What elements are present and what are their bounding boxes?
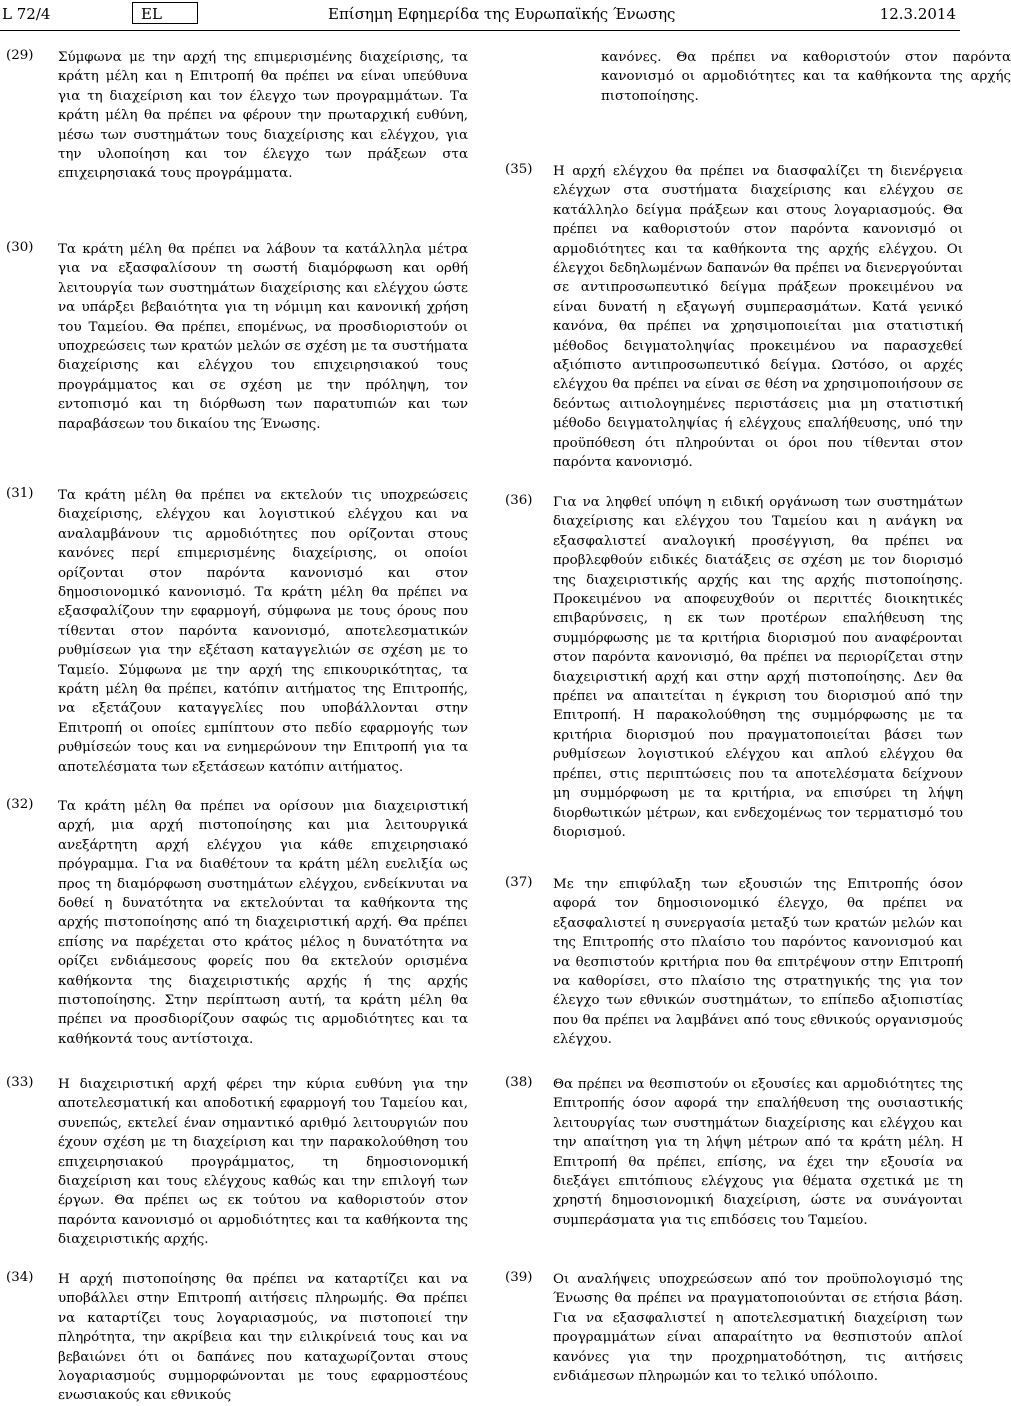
recital-34 [6, 1270, 468, 1406]
page-header [0, 0, 960, 34]
recital-text: Οι αναλήψεις υποχρεώσεων από τον προϋπολογισμό της Ένωσης θα πρέπει να πραγματοποιούνται σε ετήσια βάση. Για να εξασφαλιστεί η αποτελεσματική διαχείριση των προγραμμάτων είναι απαραίτητο να θεσπιστούν απλοί κανόνες για την προχρηματοδότηση, τις αιτήσεις ενδιάμεσων πληρωμών και το τελικό υπόλοιπο. [553, 1272, 963, 1385]
recital-37 [505, 875, 963, 1050]
recital-text: Σύμφωνα με την αρχή της επιμερισμένης διαχείρισης, τα κράτη μέλη και η Επιτροπή θα πρέπει να είναι υπεύθυνα για τη διαχείριση και τον έλεγχο των προγραμμάτων. Τα κράτη μέλη θα πρέπει να φέρουν την πρωταρχική ευθύνη, μέσω των συστημάτων τους διαχείρισης και ελέγχου, για την υλοποίηση και τον έλεγχο των πράξεων στα επιχειρησιακά τους προγράμματα. [58, 50, 468, 182]
recital-text: Η αρχή πιστοποίησης θα πρέπει να καταρτίζει και να υποβάλλει στην Επιτροπή αιτήσεις πληρωμής. Θα πρέπει να καταρτίζει τους λογαριασμούς, να πιστοποιεί την πληρότητα, την ακρίβεια και την ειλικρίνειά τους και να βεβαιώνει ότι οι δαπάνες που καταχωρίζονται στους λογαριασμούς συμμορφώνονται με τους εφαρμοστέους ενωσιακούς και εθνικούς [58, 1272, 468, 1404]
recital-number: (35) [505, 162, 533, 177]
recital-number: (37) [505, 875, 533, 890]
recital-number: (29) [6, 48, 34, 63]
recital-number: (33) [6, 1075, 34, 1090]
recital-continuation [553, 48, 1011, 106]
page-reference: L 72/4 [2, 5, 51, 23]
language-code-box: EL [132, 2, 198, 24]
recital-text: Η διαχειριστική αρχή φέρει την κύρια ευθύνη για την αποτελεσματική και αποδοτική εφαρμογή του Ταμείου και, συνεπώς, εκτελεί έναν σημαντικό αριθμό λειτουργιών που έχουν σχέση με τη διαχείριση και την παρακολούθηση του επιχειρησιακού προγράμματος, τη δημοσιονομική διαχείριση και τους ελέγχους καθώς και την επιλογή των έργων. Θα πρέπει ως εκ τούτου να καθοριστούν στον παρόντα κανονισμό οι αρμοδιότητες και τα καθήκοντα της διαχειριστικής αρχής. [58, 1077, 468, 1248]
recital-number: (32) [6, 797, 34, 812]
recital-number: (36) [505, 493, 533, 508]
recital-text: Τα κράτη μέλη θα πρέπει να εκτελούν τις υποχρεώσεις διαχείρισης, ελέγχου και λογιστικού ελέγχου και να αναλαμβάνουν τις αρμοδιότητες που ορίζονται στους κανόνες περί επιμερισμένης διαχείρισης, οι οποίοι ορίζονται στον παρόντα κανονισμό και στον δημοσιονομικό κανονισμό. Τα κράτη μέλη θα πρέπει να εξασφαλίζουν την εφαρμογή, σύμφωνα με τους όρους που τίθενται στον παρόντα κανονισμό, αποτελεσματικών ρυθμίσεων για την εξέταση καταγγελιών σε σχέση με το Ταμείο. Σύμφωνα με την αρχή της επικουρικότητας, τα κράτη μέλη θα πρέπει, κατόπιν αιτήματος της Επιτροπής, να εξετάζουν καταγγελίες που υποβάλλονται στην Επιτροπή οι οποίες εμπίπτουν στο πεδίο εφαρμογής των ρυθμίσεών τους και να ενημερώνουν την Επιτροπή για τα αποτελέσματα των εξετάσεων κατόπιν αιτήματος. [58, 488, 468, 775]
recital-text: Η αρχή ελέγχου θα πρέπει να διασφαλίζει τη διενέργεια ελέγχων στα συστήματα διαχείρισης και ελέγχου σε κατάλληλο δείγμα πράξεων και στους λογαριασμούς. Θα πρέπει να καθοριστούν στον παρόντα κανονισμό οι αρμοδιότητες και τα καθήκοντα της αρχής ελέγχου. Οι έλεγχοι δεδηλωμένων δαπανών θα πρέπει να διενεργούνται σε αντιπροσωπευτικό δείγμα πράξεων προκειμένου να είναι δυνατή η εξαγωγή συμπερασμάτων. Κατά γενικό κανόνα, θα πρέπει να χρησιμοποιείται μια στατιστική μέθοδος δειγματοληψίας προκειμένου να παρασχεθεί αξιόπιστο αντιπροσωπευτικό δείγμα. Ωστόσο, οι αρχές ελέγχου θα πρέπει να είναι σε θέση να χρησιμοποιήσουν σε δεόντως αιτιολογημένες περιστάσεις μια μη στατιστική μέθοδο δειγματοληψίας ή ελέγχους επαλήθευσης, υπό την προϋπόθεση ότι πληρούνται οι όροι που τίθενται στον παρόντα κανονισμό. [553, 164, 963, 471]
recital-number: (31) [6, 486, 34, 501]
recital-text: Με την επιφύλαξη των εξουσιών της Επιτροπής όσον αφορά τον δημοσιονομικό έλεγχο, θα πρέπει να εξασφαλιστεί η συνεργασία μεταξύ των κρατών μελών και της Επιτροπής στο πλαίσιο του παρόντος κανονισμού και να θεσπιστούν κριτήρια που θα επιτρέψουν στην Επιτροπή να καθορίσει, στο πλαίσιο της στρατηγικής της για τον έλεγχο των εθνικών συστημάτων, το επίπεδο αξιοπιστίας που θα πρέπει να λαμβάνει από τους εθνικούς οργανισμούς ελέγχου. [553, 877, 963, 1048]
recital-31 [6, 486, 468, 777]
recital-39 [505, 1270, 963, 1386]
header-divider [0, 30, 960, 31]
recital-number: (38) [505, 1075, 533, 1090]
recital-text: κανόνες. Θα πρέπει να καθοριστούν στον παρόντα κανονισμό οι αρμοδιότητες και τα καθήκοντα της αρχής πιστοποίησης. [601, 50, 1011, 104]
recital-33 [6, 1075, 468, 1250]
recital-text: Τα κράτη μέλη θα πρέπει να λάβουν τα κατάλληλα μέτρα για να εξασφαλίσουν τη σωστή διαμόρφωση και ορθή λειτουργία των συστημάτων διαχείρισης και ελέγχου ώστε να υπάρξει βεβαιότητα για τη νόμιμη και κανονική χρήση του Ταμείου. Θα πρέπει, επομένως, να προσδιοριστούν οι υποχρεώσεις των κρατών μελών σε σχέση με τα συστήματα διαχείρισης και ελέγχου του επιχειρησιακού τους προγράμματος και σε σχέση με την πρόληψη, τον εντοπισμό και τη διόρθωση των παρατυπιών και των παραβάσεων του δικαίου της Ένωσης. [58, 242, 468, 432]
recital-number: (39) [505, 1270, 533, 1285]
recital-30 [6, 240, 468, 434]
recital-38 [505, 1075, 963, 1230]
recital-text: Θα πρέπει να θεσπιστούν οι εξουσίες και αρμοδιότητες της Επιτροπής όσον αφορά την επαλήθευση της ουσιαστικής λειτουργίας των συστημάτων διαχείρισης και ελέγχου και την απαίτηση για τη λήψη μέτρων από τα κράτη μέλη. Η Επιτροπή θα πρέπει, επίσης, να έχει την εξουσία να διεξάγει επιτόπιους ελέγχους για θέματα σχετικά με τη χρηστή δημοσιονομική διαχείριση, ώστε να συνάγονται συμπεράσματα για τις επιδόσεις του Ταμείου. [553, 1077, 963, 1228]
recital-32 [6, 797, 468, 1049]
publication-date: 12.3.2014 [879, 5, 956, 23]
journal-title: Επίσημη Εφημερίδα της Ευρωπαϊκής Ένωσης [328, 5, 676, 23]
recital-36 [505, 493, 963, 842]
recital-text: Τα κράτη μέλη θα πρέπει να ορίσουν μια διαχειριστική αρχή, μια αρχή πιστοποίησης και μια λειτουργικά ανεξάρτητη αρχή ελέγχου για κάθε επιχειρησιακό πρόγραμμα. Για να διαθέτουν τα κράτη μέλη ευελιξία ως προς τη διαμόρφωση συστημάτων ελέγχου, ενδείκνυται να δοθεί η δυνατότητα να εκτελούνται τα καθήκοντα της αρχής πιστοποίησης από τη διαχειριστική αρχή. Θα πρέπει επίσης να παρέχεται στο κράτος μέλος η δυνατότητα να ορίζει ενδιάμεσους φορείς που θα εκτελούν ορισμένα καθήκοντα της διαχειριστικής αρχής ή της αρχής πιστοποίησης. Στην περίπτωση αυτή, τα κράτη μέλη θα πρέπει να προσδιορίζουν σαφώς τις αρμοδιότητες και τα καθήκοντά τους αντίστοιχα. [58, 799, 468, 1047]
recital-number: (30) [6, 240, 34, 255]
recital-number: (34) [6, 1270, 34, 1285]
recital-35 [505, 162, 963, 473]
recital-text: Για να ληφθεί υπόψη η ειδική οργάνωση των συστημάτων διαχείρισης και ελέγχου του Ταμείου και η ανάγκη να εξασφαλιστεί αναλογική προσέγγιση, θα πρέπει να προβλεφθούν ειδικές διατάξεις σε σχέση με τον διορισμό της διαχειριστικής αρχής και της αρχής πιστοποίησης. Προκειμένου να αποφευχθούν οι περιττές διοικητικές επιβαρύνσεις, η εκ των προτέρων επαλήθευση της συμμόρφωσης με τα κριτήρια διορισμού που αναφέρονται στον παρόντα κανονισμό, θα πρέπει να περιορίζεται στην διαχειριστική αρχή και στην αρχή πιστοποίησης. Δεν θα πρέπει να απαιτείται η έγκριση του διορισμού από την Επιτροπή. Η παρακολούθηση της συμμόρφωσης με τα κριτήρια διορισμού που πραγματοποιείται βάσει των ρυθμίσεων λογιστικού ελέγχου και απλού ελέγχου θα πρέπει, στις περιπτώσεις που τα αποτελέσματα δείχνουν μη συμμόρφωση με τα κριτήρια, να επισύρει τη λήψη διορθωτικών μέτρων, και ενδεχομένως τον τερματισμό του διορισμού. [553, 495, 963, 840]
recital-29 [6, 48, 468, 184]
